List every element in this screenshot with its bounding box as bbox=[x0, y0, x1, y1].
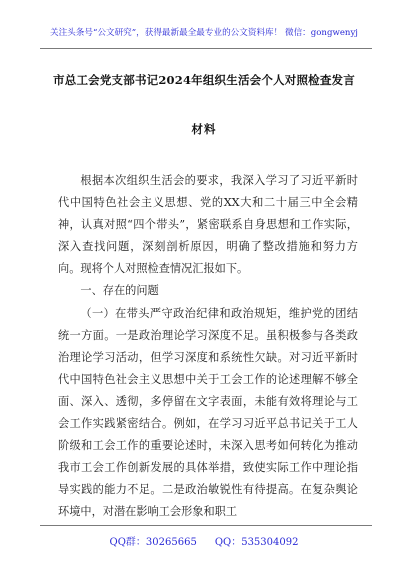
footer bbox=[0, 533, 408, 548]
footer-qq: QQ：535304092 bbox=[214, 537, 299, 548]
header-banner: 关注头条号“公文研究”，获得最新最全最专业的公文资料库！ 微信：gongwenyj bbox=[50, 28, 358, 38]
paragraph: （一）在带头严守政治纪律和政治规矩，维护党的团结统一方面。一是政治理论学习深度不足。虽积极参与各类政治理论学习活动，但学习深度和系统性欠缺。对习近平新时代中国特色社会主义思想中关于工会工作的论述理解不够全面、深入、透彻，多停留在文字表面，未能有效将理论与工会工作实践紧密结合。例如，在学习习近平总书记关于工人阶级和工会工作的重要论述时，未深入思考如何转化为推动我市工会工作创新发展的具体举措，致使实际工作中理论指导实践的能力不足。二是政治敏锐性有待提高。在复杂舆论环境中，对潜在影响工会形象和职工 bbox=[58, 306, 358, 519]
footer-divider bbox=[40, 525, 372, 526]
footer-qq-group: QQ群：30265665 bbox=[109, 537, 197, 548]
section-heading: 一、存在的问题 bbox=[80, 284, 159, 298]
header-divider bbox=[40, 48, 372, 49]
document-body bbox=[58, 170, 358, 524]
paragraph: 根据本次组织生活会的要求，我深入学习了习近平新时代中国特色社会主义思想、党的XX大和二十届三中全会精神，认真对照“四个带头”，紧密联系自身思想和工作实际，深入查找问题，深刻剖析原因，明确了整改措施和努力方向。现将个人对照检查情况汇报如下。 bbox=[58, 174, 358, 276]
document-subtitle: 材料 bbox=[191, 122, 217, 136]
document-title: 市总工会党支部书记2024年组织生活会个人对照检查发言 bbox=[53, 73, 355, 87]
